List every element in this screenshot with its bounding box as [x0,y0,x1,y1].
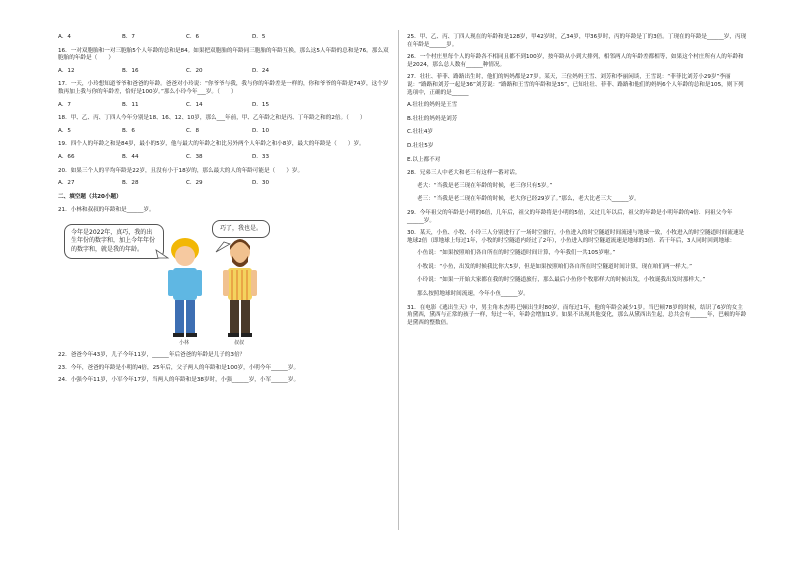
xiaolin-figure [168,238,202,337]
question-18: 18．甲、乙、丙、丁四人今年分别是18、16、12、10岁，那么___年前，甲、乙年龄之和是丙、丁年龄之和的2倍。（ ） [58,115,366,122]
caption-xiaolin: 小林 [179,339,190,346]
question-17: 17．一天，小玲想知道爷爷和爸爸的年龄。爸爸对小玲说：“你爷爷与我，我与你的年龄差是一样的，你和爷爷的年龄是74岁，这个岁数再加上我与你的年龄差，恰好是100岁。”那么小玲今年___岁。（ ） [58,81,389,95]
question-31: 31．在电影《逃出生天》中，男主角本杰明·巴顿出生时80岁，而每过1年，他的年龄会减少1岁。当巴顿78岁的时候，结识了6岁的女主角黛西，黛西与正常的孩子一样，每过一年，年龄会增加1岁。如果不出现其他变化，那么从黛西出生起，总共会有______年，巴顿的年龄是黛西的整数倍。 [407,304,747,326]
option: B．6 [122,127,135,134]
q27-choice-c: C.壮壮4岁 [407,129,434,136]
option: B．28 [122,180,139,187]
question-23: 23．今年，爸爸的年龄是小明的4倍，25年后，父子两人的年龄和是100岁，小明今年______岁。 [58,364,300,371]
question-29: 29．今年祖父的年龄是小明的6倍，几年后，祖父的年龄将是小明的5倍，又过几年以后，祖父的年龄是小明年龄的4倍．问祖父今年______岁。 [407,209,733,224]
option: C．8 [186,127,200,134]
section-heading: 二、填空题（共20小题） [58,193,122,200]
q30-line-1: 小鱼说：“如果按照咱们各自所在的时空隧道时间计算，今年我们一共105岁啦。” [417,250,616,257]
q20-options [58,180,390,188]
option: C．38 [186,153,203,160]
question-22: 22．爸爸今年43岁，儿子今年11岁，______年后爸爸的年龄是儿子的3倍？ [58,351,246,358]
q30-line-3: 小玲说：“如果一开始大家都在我的时空隧道旅行，那么最后小鱼你个牧那样大的时候出发，小牧诞我出发时那样大。” [417,277,706,284]
option: D．33 [252,153,270,160]
option: A．5 [58,127,71,134]
option: A．7 [58,101,71,108]
column-divider [398,30,399,530]
q28-line-2: 老三：“当我是老二现在年龄的时候，老大你已经29岁了。”那么，老大比老三大______岁。 [417,196,640,203]
option: A．66 [58,153,75,160]
option: B．11 [122,101,139,108]
q19-options [58,154,390,162]
bubble-tail-right [216,242,230,252]
q27-choice-b: B.壮壮的妈妈是刘芳 [407,115,458,122]
q17-options [58,102,390,110]
option: D．5 [252,34,266,40]
option: A．4 [58,34,71,40]
question-16: 16．一对双胞胎和一对三胞胎5个人年龄的总和是84。如果把双胞胎的年龄同三胞胎的年龄互换，那么这5人年龄的总和是76。那么双胞胎的年龄是（ ） [58,47,389,62]
question-20: 20．如果三个人的平均年龄是22岁，且没有小于18岁的，那么最大的人的年龄可能是（ ）岁。 [58,167,304,174]
q16-options [58,68,390,76]
q30-line-4: 那么按照地球时间流速，今年小鱼______岁。 [417,291,529,298]
question-30: 30．某天，小鱼、小牧、小玲三人分别进行了一场时空旅行，小鱼进入的时空隧道时间流速与地球一致，小牧进入的时空隧道时间流速是地球2倍（即地球上每过1年，小牧的时空隧道内经过了2年），小鱼进入的时空隧道流速是地球的3倍．若干年后，3人同时回到地球： [407,230,745,244]
people-drawing [64,220,274,348]
speech-bubble-uncle: 巧了，我也是。 [212,220,270,239]
option: A．12 [58,67,75,74]
q28-line-1: 老大：“当我是老三现在年龄的时候，老三你只有5岁。” [417,182,553,189]
option: C．29 [186,180,203,187]
option: B．44 [122,153,139,160]
option: B．16 [122,67,139,74]
question-28: 28．兄弟三人中老大和老三有这样一番对话。 [407,170,521,177]
caption-uncle: 叔叔 [234,339,245,346]
q15-options [58,34,390,42]
q27-choice-d: D.壮壮5岁 [407,142,434,149]
question-24: 24．小强今年11岁，小军今年17岁，当两人的年龄和是38岁时，小强______岁，小军______岁。 [58,377,300,384]
speech-bubble-xiaolin: 今年是2022年，真巧，我的出生年份的数字和，加上今年年份的数字和，就是我的年龄。 [64,224,164,260]
option: B．7 [122,34,135,40]
option: D．30 [252,180,270,187]
bubble-tail-left [156,250,168,258]
q27-choice-e: E.以上都不对 [407,156,441,163]
right-column [407,34,747,332]
option: C．20 [186,67,203,74]
question-27: 27．壮壮、菲菲、路路出生时，他们的妈妈都是27岁。某天，三位妈妈王雪、刘芳和李丽闲谈，王雪说：“菲菲比刘芳小29岁”李丽说：“路路和刘芳一起是36”刘芳说：“路路和王雪的年龄和是35”，已知壮壮、菲菲、路路和他们的妈妈6个人年龄的总和是105，则下列选项中，正确的是______ [407,74,744,96]
option: C．14 [186,101,203,108]
option: D．15 [252,101,270,108]
question-21: 21．小林和叔叔的年龄和是______岁。 [58,207,155,214]
question-19: 19．四个人的年龄之和是84岁，最小的5岁，他与最大的年龄之和比另外两个人年龄之和小8岁，最大的年龄是（ ）岁。 [58,141,365,148]
illustration [64,220,274,348]
q27-choice-a: A.壮壮的妈妈是王雪 [407,102,458,109]
option: D．24 [252,67,270,74]
left-column [58,34,390,390]
q30-line-2: 小牧说：“小鱼，出发的时候我比你大5岁，但是如果按照咱们各自所在时空隧道时间计算，现在咱们两一样大。” [417,263,693,270]
question-26: 26．一个村庄里每个人的年龄各不相同且都不到100岁，按年龄从小到大排列，相邻两人的年龄差都相等，如果这个村庄所有人的年龄和是2024，那么总人数有______种情况。 [407,54,744,68]
uncle-figure [223,239,257,337]
option: D．10 [252,127,270,134]
q18-options [58,128,390,136]
option: A．27 [58,180,75,187]
question-25: 25．甲、乙、丙、丁四人现在的年龄和是128岁，甲42岁时，乙34岁，甲36岁时，丙的年龄是丁的3倍。丁现在的年龄是______岁，丙现在年龄是______岁。 [407,34,747,48]
option: C．6 [186,34,200,40]
